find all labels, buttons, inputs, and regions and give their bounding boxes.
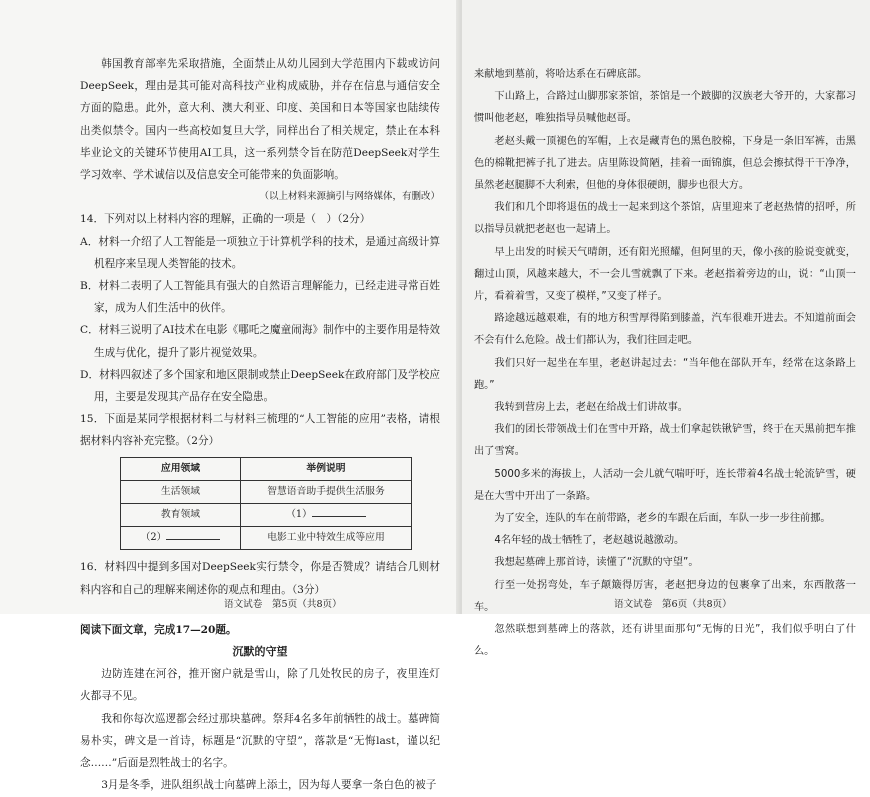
article-paragraph: 4名年轻的战士牺牲了，老赵越说越激动。 — [494, 535, 685, 547]
table-header-row — [121, 457, 412, 480]
question-16-stem: 16．材料四中提到多国对DeepSeek实行禁令，你是否赞成？请结合几则材料内容和自己的理解来阐述你的观点和理由。（3分） — [80, 561, 440, 596]
article-paragraph: 5000多米的海拔上，人活动一会儿就气喘吁吁，连长带着4名战士轮流铲雪，硬是在大雪中开出了一条路。 — [474, 468, 856, 502]
table-row — [121, 504, 412, 527]
table-cell-blank[interactable] — [121, 527, 241, 550]
article-paragraph: 我们只好一起坐在车里，老赵讲起过去：“当年他在部队开车，经常在这条路上跑。” — [474, 357, 856, 391]
source-note: （以上材料来源摘引与网络媒体，有删改） — [259, 191, 440, 203]
fill-line — [312, 507, 366, 517]
ai-application-table — [120, 457, 412, 551]
question-15-stem: 15．下面是某同学根据材料二与材料三梳理的“人工智能的应用”表格，请根据材料内容补充完整。（2分） — [80, 413, 440, 448]
article-paragraph: 我想起墓碑上那首诗，读懂了“沉默的守望”。 — [494, 557, 699, 569]
article-paragraph: 来献地到墓前，将哈达系在石碑底部。 — [474, 69, 648, 80]
table-row — [121, 480, 412, 503]
article-paragraph: 我们的团长带领战士们在雪中开路，战士们拿起铁锹铲雪，终于在天黑前把车推出了雪窝。 — [474, 424, 856, 458]
table-cell: 电影工业中特效生成等应用 — [241, 527, 412, 550]
table-cell-blank[interactable] — [241, 504, 412, 527]
page-footer-left: 语文试卷 第5页（共8页） — [224, 599, 342, 610]
article-paragraph: 行至一处拐弯处，车子颠簸得厉害，老赵把身边的包裹拿了出来，东西散落一车。 — [474, 579, 856, 613]
article-paragraph: 早上出发的时候天气晴朗，还有阳光照耀，但阿里的天，像小孩的脸说变就变，翻过山顶，风越来越大，不一会儿雪就飘了下来。老赵指着旁边的山，说：“山顶一片，看着着雪，又变了模样，”又变了样子。 — [474, 246, 856, 303]
question-14-option-c: C．材料三说明了AI技术在电影《哪吒之魔童闹海》制作中的主要作用是特效生成与优化，提升了影片视觉效果。 — [80, 324, 440, 359]
article-paragraph: 3月是冬季，进队组织战士向墓碑上添土，因为每人要拿一条白色的被子 — [101, 779, 437, 792]
article-paragraph: 为了安全，连队的车在前带路，老乡的车跟在后面，车队一步一步往前挪。 — [494, 513, 831, 525]
page-footer-right: 语文试卷 第6页（共8页） — [614, 599, 732, 610]
question-14-option-b: B．材料二表明了人工智能具有强大的自然语言理解能力，已经走进寻常百姓家，成为人们生活中的伙伴。 — [80, 280, 440, 315]
table-header-cell: 应用领域 — [121, 457, 241, 480]
article-paragraph: 路途越远越艰难，有的地方积雪厚得陷到膝盖，汽车很难开进去。不知道前面会不会有什么危险。战士们都认为，我们往回走吧。 — [474, 313, 856, 347]
exam-page-right — [462, 0, 870, 658]
table-cell: 教育领域 — [121, 504, 241, 527]
blank-label: （2） — [140, 532, 167, 544]
question-14-option-d: D．材料四叙述了多个国家和地区限制或禁止DeepSeek在政府部门及学校应用，主要是发现其产品存在安全隐患。 — [80, 368, 440, 404]
material-four-text: 韩国教育部率先采取措施，全面禁止从幼儿园到大学范围内下载或访问DeepSeek，理由是其可能对高科技产业构成威胁，并存在信息与通信安全方面的隐患。此外，意大利、澳大利亚、印度、美国和日本等国家也陆续传出类似禁令。国内一些高校如复旦大学，同样出台了相关规定，禁止在本科毕业论文的关键环节使用AI工具，这一系列禁令旨在防范DeepSeek对学生学习效率、学术诚信以及信息安全可能带来的负面影响。 — [80, 58, 440, 182]
right-column — [474, 64, 856, 663]
reading-section-instruction: 阅读下面文章，完成17—20题。 — [80, 623, 237, 636]
blank-label: （1） — [286, 509, 312, 521]
question-14-option-a: A．材料一介绍了人工智能是一项独立于计算机学科的技术，是通过高级计算机程序来呈现人类智能的技术。 — [80, 235, 440, 270]
table-cell: 生活领域 — [121, 480, 241, 503]
article-paragraph: 老赵头戴一顶褪色的军帽，上衣是藏青色的黑色胶棉，下身是一条旧军裤，击黑色的棉靴把裤子扎了进去。店里陈设简陋，挂着一面锦旗，但总会擦拭得干干净净，虽然老赵腿脚不大利索，但他的身体很硬朗，脚步也很大方。 — [474, 135, 856, 192]
table-header-cell: 举例说明 — [241, 457, 412, 480]
article-paragraph: 我们和几个即将退伍的战士一起来到这个茶馆，店里迎来了老赵热情的招呼，所以指导员就把老赵也一起请上。 — [474, 202, 856, 236]
article-paragraph: 边防连建在河谷，推开窗户就是雪山，除了几处牧民的房子，夜里连灯火都寻不见。 — [80, 668, 440, 703]
question-14-stem: 14．下列对以上材料内容的理解，正确的一项是（ ）（2分） — [80, 213, 371, 226]
article-paragraph: 忽然联想到墓碑上的落款，还有讲里面那句“无悔的日光”，我们似乎明白了什么。 — [474, 624, 856, 658]
fill-line — [166, 530, 220, 540]
article-paragraph: 下山路上，合路过山脚那家茶馆，茶馆是一个跛脚的汉族老大爷开的，大家都习惯叫他老赵，唯独指导员喊他赵哥。 — [474, 91, 856, 125]
table-row — [121, 527, 412, 550]
article-paragraph: 我和你每次巡逻都会经过那块墓碑。祭拜4名多年前牺牲的战士。墓碑简易朴实，碑文是一首诗，标题是“沉默的守望”，落款是“无悔last，谨以纪念……”后面是烈牲战士的名字。 — [80, 712, 440, 770]
table-cell: 智慧语音助手提供生活服务 — [241, 480, 412, 503]
left-column — [80, 53, 440, 797]
article-title: 沉默的守望 — [232, 645, 288, 659]
article-paragraph: 我转到营房上去，老赵在给战士们讲故事。 — [494, 402, 688, 414]
